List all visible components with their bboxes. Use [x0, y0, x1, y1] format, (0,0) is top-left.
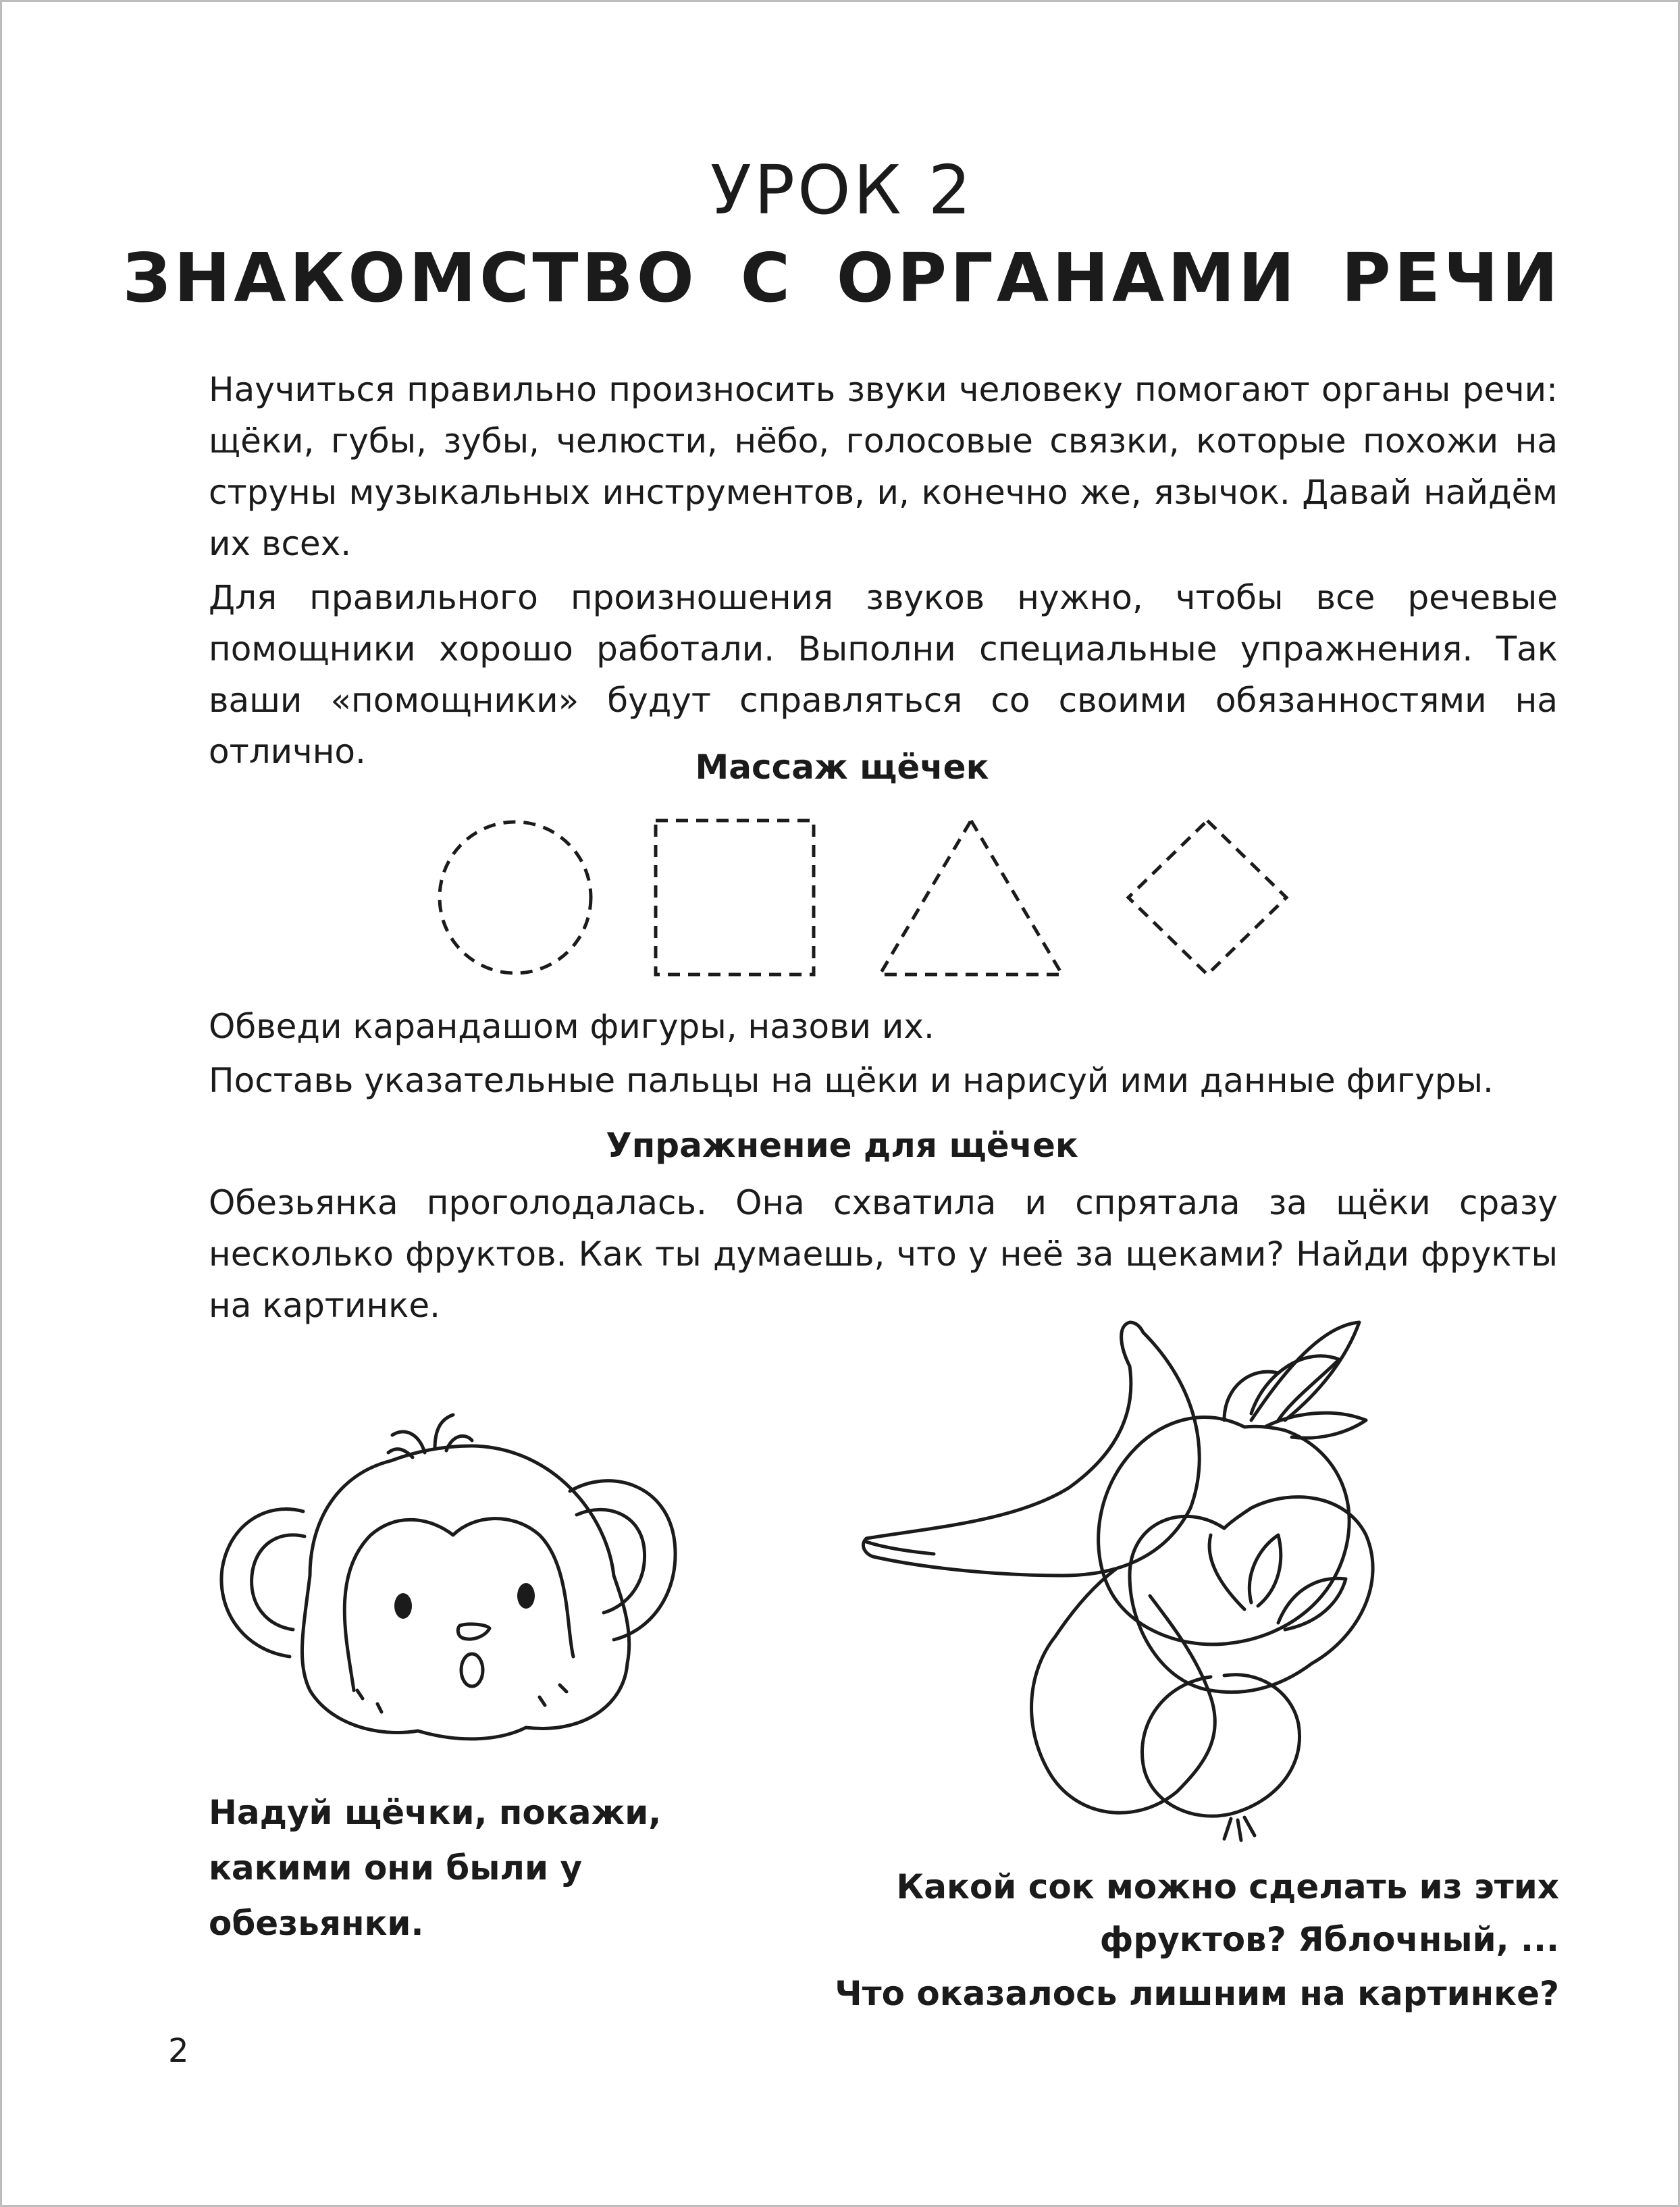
rhombus-icon: [1123, 815, 1292, 980]
lesson-number: УРОК 2: [710, 151, 974, 230]
massage-heading: Массаж щёчек: [695, 748, 989, 787]
intro-paragraph-2: Для правильного произношения звуков нужно, чтобы все речевые помощники хорошо работали. Выполни специальные упражнения. Так ваши «помощники» будут справляться со своими обязанностями на отлично.: [209, 578, 1558, 771]
massage-instruction-2: Поставь указательные пальцы на щёки и нарисуй ими данные фигуры.: [209, 1061, 1494, 1100]
caption-left: Надуй щёчки, покажи, какими они были у обезьянки.: [209, 1793, 662, 1943]
intro-paragraph-1: Научиться правильно произносить звуки человеку помогают органы речи: щёки, губы, зубы, челюсти, нёбо, голосовые связки, которые похожи на струны музыкальных инструментов, и, конечно же, язычок. Давай найдём их всех.: [209, 370, 1558, 563]
exercise-text: Обезьянка проголодалась. Она схватила и спрятала за щёки сразу несколько фруктов. Как ты думаешь, что у неё за щеками? Найди фрукты на картинке.: [209, 1183, 1558, 1325]
circle-icon: [434, 816, 596, 979]
square-icon: [650, 815, 819, 980]
page-title: ЗНАКОМСТВО С ОРГАНАМИ РЕЧИ: [122, 238, 1562, 317]
fruits-icon: [846, 1305, 1521, 1846]
caption-right-1: Какой сок можно сделать из этих фруктов? Яблочный, ...: [896, 1867, 1559, 1959]
massage-instruction-1: Обведи карандашом фигуры, назови их.: [209, 1007, 935, 1046]
exercise-heading: Упражнение для щёчек: [606, 1126, 1078, 1165]
caption-right-2: Что оказалось лишним на картинке?: [835, 1974, 1559, 2013]
monkey-icon: [202, 1373, 702, 1751]
triangle-icon: [873, 815, 1069, 980]
page-number: 2: [168, 2032, 189, 2070]
